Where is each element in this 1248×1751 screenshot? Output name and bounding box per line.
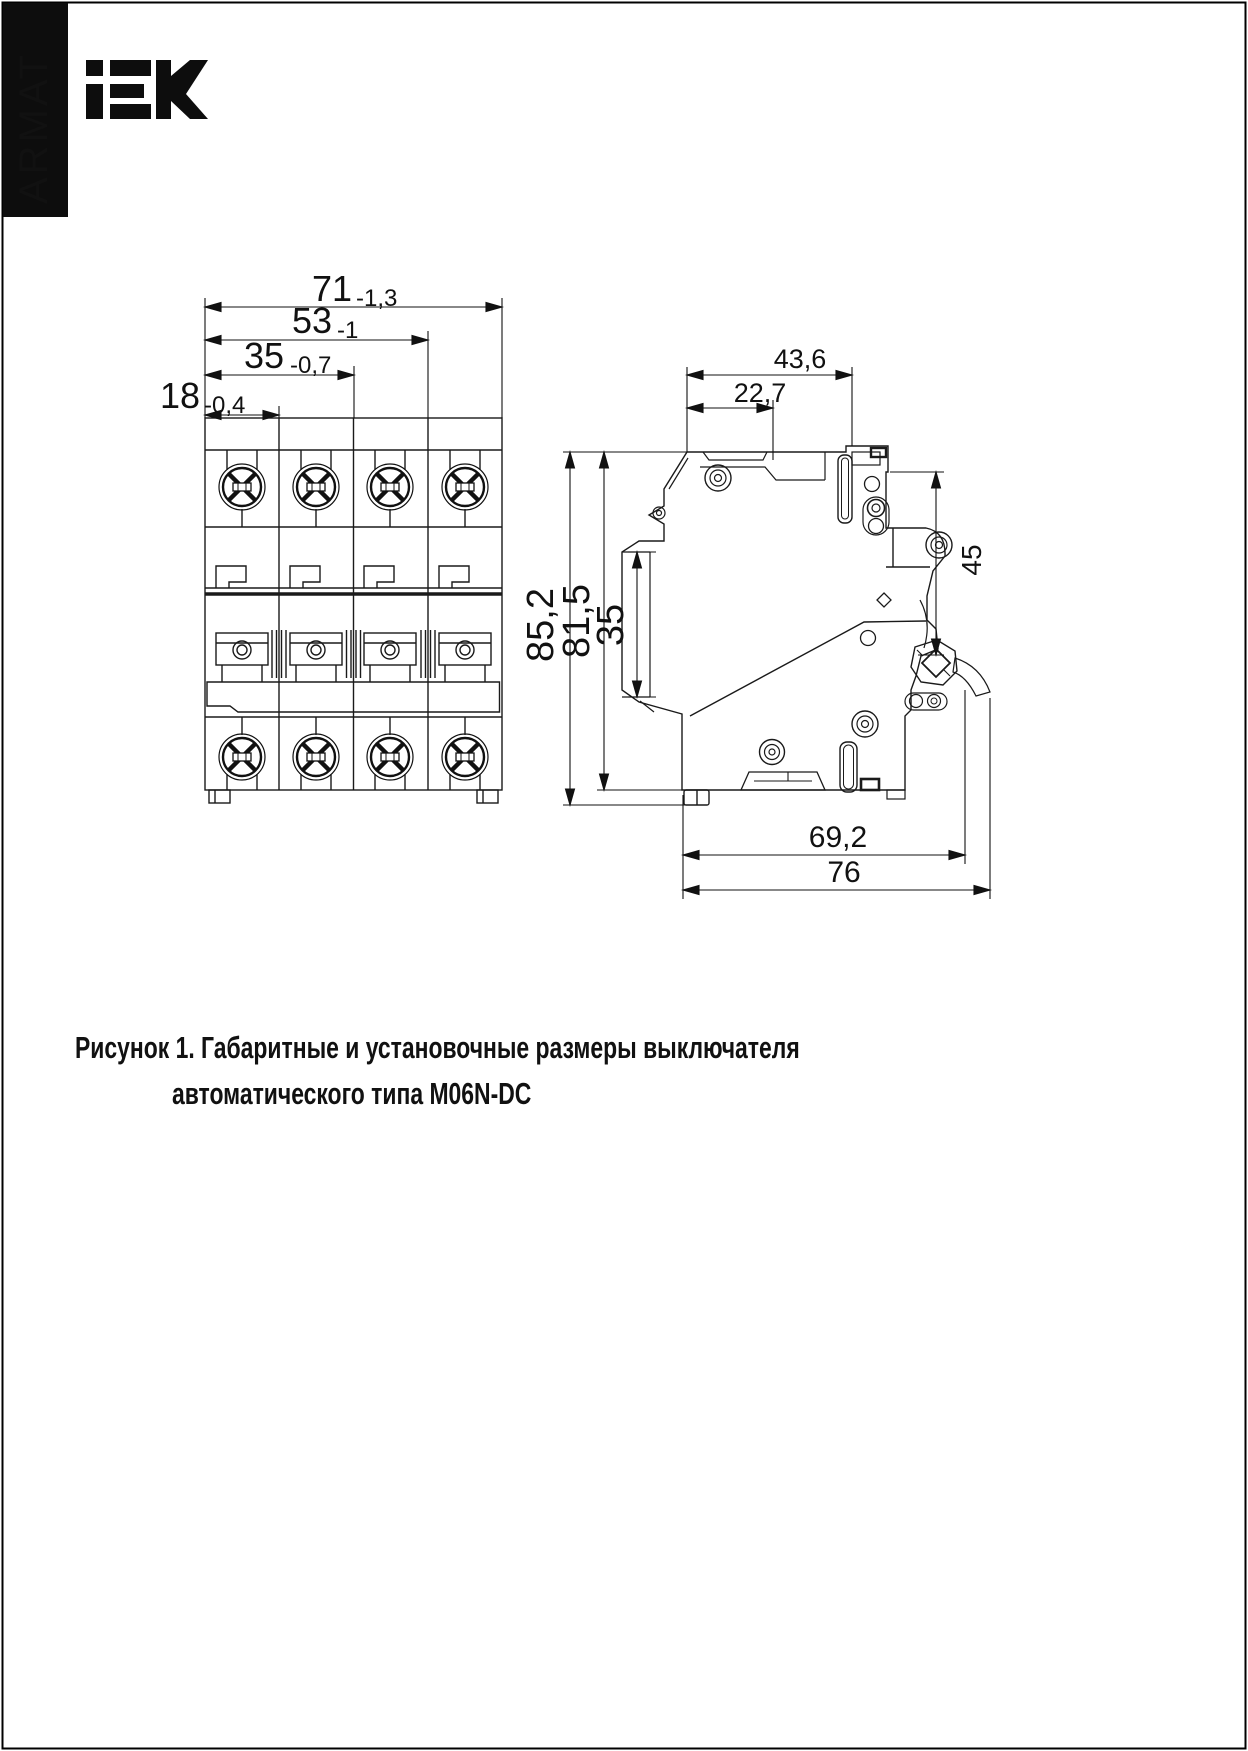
dim-22-7-label: 22,7: [733, 378, 787, 408]
page-border: [3, 3, 1246, 1749]
dim-35-tolerance: -0,7: [290, 352, 332, 379]
iek-logo-k-lower-arm: [171, 94, 208, 119]
iek-logo-k-upper-arm: [171, 60, 208, 94]
iek-logo-i-dot: [86, 60, 103, 76]
brand-sidebar: [3, 3, 68, 217]
dim-69-2-label: 69,2: [808, 821, 868, 854]
dim-76-label: 76: [827, 856, 861, 889]
dim-35-side-label: 35: [590, 603, 632, 647]
dim-71-value: 71: [311, 268, 352, 309]
iek-logo-k-stem: [156, 60, 171, 119]
side-lower-block: [690, 621, 926, 792]
dim-18-value: 18: [159, 375, 200, 416]
iek-logo-i-stem: [86, 84, 103, 119]
figure-caption-line2: автоматического типа M06N-DC: [172, 1075, 532, 1111]
iek-logo-e-bottom: [110, 104, 151, 119]
front-mid-steps: [216, 566, 469, 588]
side-din-clip-screw: [911, 640, 990, 696]
iek-logo-e-mid: [110, 84, 144, 98]
side-right-terminal-block: [886, 528, 952, 567]
dim-43-6-label: 43,6: [773, 344, 827, 374]
front-mounting-feet: [209, 790, 498, 803]
front-view-drawing: [205, 418, 502, 803]
dim-81-5-label: 81,5: [556, 584, 598, 658]
dimension-labels: [160, 268, 987, 889]
side-body-outline: [622, 446, 945, 790]
dim-45-label: 45: [956, 544, 987, 576]
dim-53-tolerance: -1: [337, 317, 359, 344]
figure-caption: [75, 1030, 800, 1111]
dim-18-tolerance: -0,4: [204, 392, 246, 419]
dim-71-tolerance: -1,3: [356, 285, 398, 312]
iek-logo-e-top: [110, 60, 151, 76]
dim-85-2-label: 85,2: [520, 588, 562, 662]
side-view-drawing: [622, 446, 990, 805]
iek-logo: [86, 60, 208, 119]
dim-35-value: 35: [243, 335, 284, 376]
dim-53-value: 53: [291, 300, 332, 341]
side-bottom-foot: [684, 790, 905, 805]
armat-label: ARMAT: [12, 51, 56, 204]
side-top-din-claw: [852, 448, 886, 465]
figure-caption-line1: Рисунок 1. Габаритные и установочные размеры выключателя: [75, 1029, 800, 1065]
